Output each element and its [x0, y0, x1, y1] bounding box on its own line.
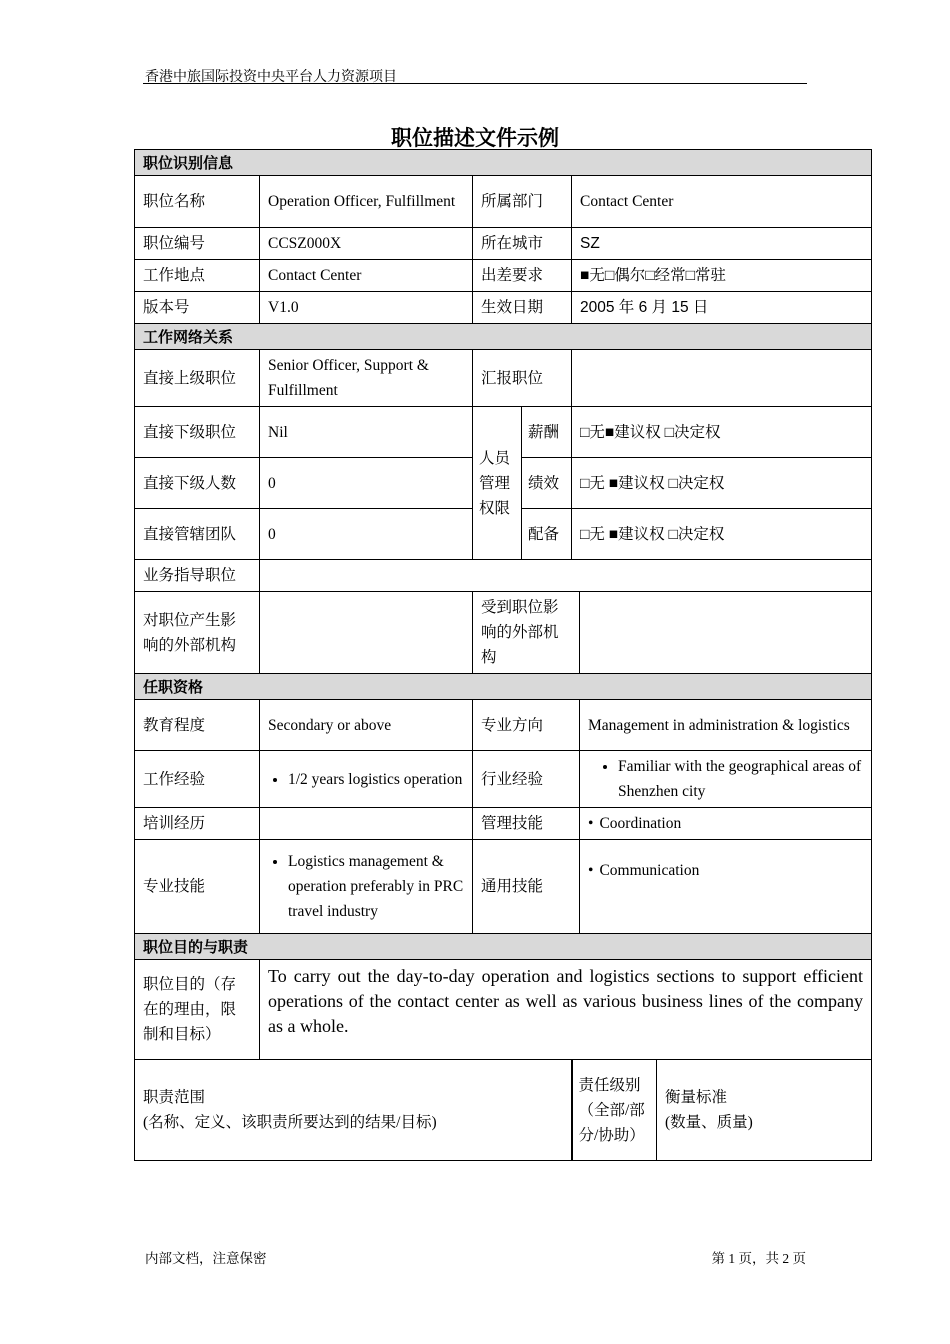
- general-skill-value: [580, 840, 872, 934]
- travel-options: ■无□偶尔□经常□常驻: [572, 260, 872, 292]
- job-description-table: [134, 149, 872, 1161]
- external-impact-label: 对职位产生影响的外部机构: [135, 592, 260, 674]
- industry-item: • Familiar with the geographical areas of Shenzhen city: [618, 754, 863, 804]
- salary-label: 薪酬: [522, 407, 572, 458]
- version-label: 版本号: [135, 292, 260, 324]
- subordinate-count-value: 0: [260, 458, 473, 509]
- city-label: 所在城市: [473, 228, 572, 260]
- responsibility-level-label: 责任级别（全部/部分/协助）: [572, 1060, 657, 1161]
- subordinate-count-label: 直接下级人数: [135, 458, 260, 509]
- duty-scope-label: 职责范围: [143, 1089, 206, 1106]
- section-qualifications: 任职资格: [135, 674, 872, 700]
- training-label: 培训经历: [135, 808, 260, 840]
- section-identification: 职位识别信息: [135, 150, 872, 176]
- report-label: 汇报职位: [473, 350, 572, 407]
- subordinate-value: Nil: [260, 407, 473, 458]
- version-value: V1.0: [260, 292, 473, 324]
- superior-label: 直接上级职位: [135, 350, 260, 407]
- purpose-text: To carry out the day-to-day operation and logistics sections to support efficient operations of the contact center as well as various business lines of the company as a whole.: [260, 960, 872, 1060]
- salary-authority: □无■建议权 □决定权: [572, 407, 872, 458]
- experience-label: 工作经验: [135, 751, 260, 808]
- staff-mgmt-authority-label: 人员管理权限: [473, 407, 522, 560]
- department-value: Contact Center: [572, 176, 872, 228]
- work-location-label: 工作地点: [135, 260, 260, 292]
- effective-date-label: 生效日期: [473, 292, 572, 324]
- pro-skill-value: [260, 840, 473, 934]
- duty-scope-header: [135, 1060, 572, 1161]
- performance-label: 绩效: [522, 458, 572, 509]
- position-name-label: 职位名称: [135, 176, 260, 228]
- document-title: 职位描述文件示例: [391, 126, 559, 150]
- page-header: 香港中旅国际投资中央平台人力资源项目: [145, 70, 397, 85]
- mgmt-skill-value: [580, 808, 872, 840]
- external-affected-label: 受到职位影响的外部机构: [473, 592, 580, 674]
- measure-label: 衡量标准: [665, 1089, 728, 1106]
- section-network: 工作网络关系: [135, 324, 872, 350]
- mgmt-skill-item: • Coordination: [588, 815, 681, 832]
- performance-authority: □无 ■建议权 □决定权: [572, 458, 872, 509]
- pro-skill-item: • Logistics management & operation preferably in PRC travel industry: [288, 849, 464, 924]
- subordinate-label: 直接下级职位: [135, 407, 260, 458]
- education-label: 教育程度: [135, 700, 260, 751]
- position-name-value: Operation Officer, Fulfillment: [260, 176, 473, 228]
- position-code-value: CCSZ000X: [260, 228, 473, 260]
- major-value: Management in administration & logistics: [580, 700, 872, 751]
- training-value: [260, 808, 473, 840]
- mgmt-skill-label: 管理技能: [473, 808, 580, 840]
- industry-label: 行业经验: [473, 751, 580, 808]
- team-value: 0: [260, 509, 473, 560]
- footer-confidential: 内部文档，注意保密: [145, 1251, 267, 1266]
- effective-date-value: 2005 年 6 月 15 日: [572, 292, 872, 324]
- staffing-label: 配备: [522, 509, 572, 560]
- section-purpose-duties: 职位目的与职责: [135, 934, 872, 960]
- header-rule: [143, 83, 807, 84]
- travel-label: 出差要求: [473, 260, 572, 292]
- external-impact-value: [260, 592, 473, 674]
- report-value: [572, 350, 872, 407]
- position-code-label: 职位编号: [135, 228, 260, 260]
- city-value: SZ: [572, 228, 872, 260]
- duty-scope-sub: (名称、定义、该职责所要达到的结果/目标): [143, 1114, 437, 1131]
- major-label: 专业方向: [473, 700, 580, 751]
- general-skill-label: 通用技能: [473, 840, 580, 934]
- superior-value: Senior Officer, Support & Fulfillment: [260, 350, 473, 407]
- measure-sub: (数量、质量): [665, 1114, 753, 1131]
- staffing-authority: □无 ■建议权 □决定权: [572, 509, 872, 560]
- industry-value: [580, 751, 872, 808]
- measure-header: [657, 1060, 872, 1161]
- experience-value: [260, 751, 473, 808]
- education-value: Secondary or above: [260, 700, 473, 751]
- work-location-value: Contact Center: [260, 260, 473, 292]
- purpose-label: 职位目的（存在的理由，限制和目标）: [135, 960, 260, 1060]
- department-label: 所属部门: [473, 176, 572, 228]
- footer-page-number: 第 1 页，共 2 页: [711, 1251, 806, 1266]
- external-affected-value: [580, 592, 872, 674]
- experience-item: • 1/2 years logistics operation: [288, 767, 464, 792]
- guidance-label: 业务指导职位: [135, 560, 260, 592]
- general-skill-item: • Communication: [588, 862, 699, 879]
- guidance-value: [260, 560, 872, 592]
- pro-skill-label: 专业技能: [135, 840, 260, 934]
- team-label: 直接管辖团队: [135, 509, 260, 560]
